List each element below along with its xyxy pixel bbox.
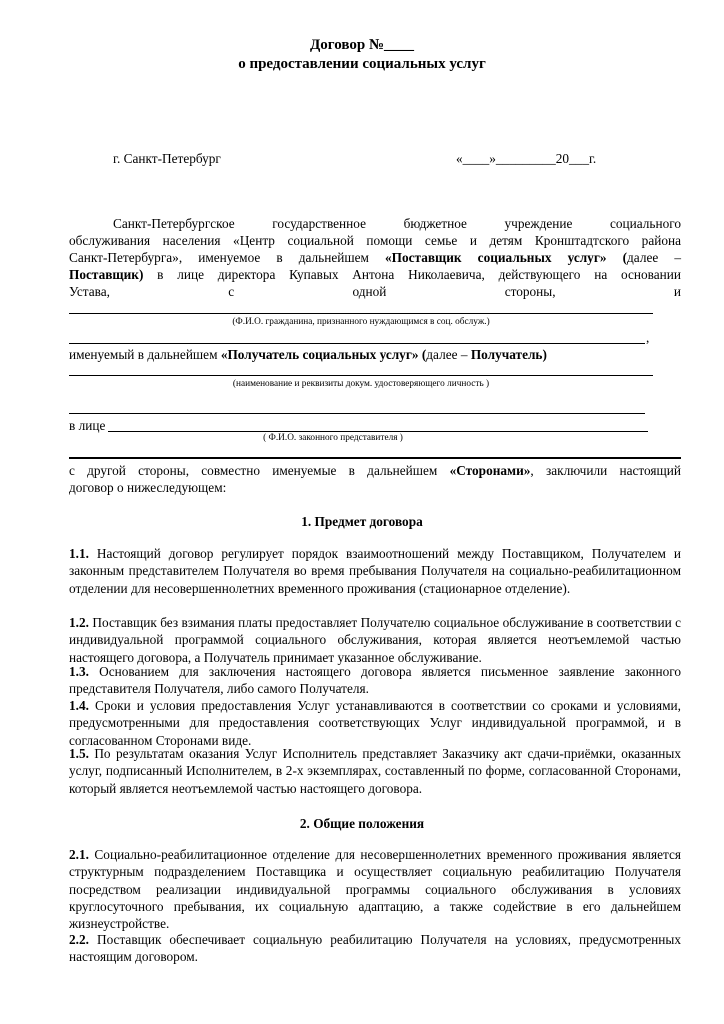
separator-line <box>69 457 681 459</box>
recipient-term: «Получатель социальных услуг» ( <box>220 347 427 362</box>
parties-text: , заключили настоящий <box>530 463 681 478</box>
section-2-heading: 2. Общие положения <box>299 816 425 831</box>
clause-number: 1.4. <box>69 698 89 713</box>
clause-1-1 <box>69 545 681 597</box>
in-person-label: в лице <box>69 418 106 433</box>
intro-text: далее – <box>627 250 681 265</box>
parties-line-2: договор о нижеследующем: <box>69 480 227 495</box>
clause-2-1 <box>69 846 681 932</box>
clause-number: 2.1. <box>69 847 89 862</box>
intro-text: в лице директора Купавых Антона Николаевича, действующего на основании <box>143 267 681 282</box>
clause-text: Поставщик обеспечивает социальную реабилитацию Получателя на условиях, предусмотренных настоящим договором. <box>69 932 681 965</box>
provider-short-term: Поставщик) <box>69 267 144 282</box>
contract-title: Договор №____ <box>309 37 415 53</box>
clause-2-2 <box>69 931 681 966</box>
representative-caption: ( Ф.И.О. законного представителя ) <box>263 433 403 443</box>
recipient-text: именуемый в дальнейшем <box>69 347 221 362</box>
document-line[interactable] <box>69 375 653 376</box>
clause-text: Настоящий договор регулирует порядок взаимоотношений между Поставщиком, Получателем и законным представителем Получателя во время пребывания Получателя на социально-реабилитационном отделении для несовершеннолетних временного проживания (стационарное отделение). <box>69 546 681 596</box>
citizen-name-line[interactable] <box>69 313 653 314</box>
intro-line-2: обслуживания населения «Центр социальной помощи семье и детям Кронштадтского района <box>69 233 681 248</box>
recipient-text: далее – <box>426 347 471 362</box>
clause-number: 2.2. <box>69 932 89 947</box>
parties-text: с другой стороны, совместно именуемые в дальнейшем <box>69 463 450 478</box>
provider-term: «Поставщик социальных услуг» ( <box>384 250 628 265</box>
clause-text: По результатам оказания Услуг Исполнитель представляет Заказчику акт сдачи-приёмки, оказанных услуг, подписанный Исполнителем, в 2-х экземплярах, составленный по форме, согласованной Сторонами, который является неотъемлемой частью настоящего договора. <box>69 746 681 796</box>
parties-term: «Сторонами» <box>449 463 531 478</box>
intro-line-5: Устава, с одной стороны, и <box>69 284 681 299</box>
intro-line-4 <box>69 266 681 283</box>
comma: , <box>646 330 650 345</box>
clause-text: Поставщик без взимания платы предоставляет Получателю социальное обслуживание в соответствии с индивидуальной программой социального обслуживания, которая является неотъемлемой частью настоящего договора, а Получатель принимает указанное обслуживание. <box>69 615 681 665</box>
clause-1-5 <box>69 745 681 797</box>
contract-date: «____»_________20___г. <box>456 151 597 166</box>
intro-line-3 <box>69 249 681 266</box>
contract-subtitle: о предоставлении социальных услуг <box>238 56 486 72</box>
citizen-name-caption: (Ф.И.О. гражданина, признанного нуждающимся в соц. обслуж.) <box>232 317 490 327</box>
representative-line[interactable] <box>108 431 648 432</box>
recipient-short-term: Получатель) <box>470 347 547 362</box>
clause-1-3 <box>69 663 681 698</box>
city: г. Санкт-Петербург <box>113 151 221 166</box>
clause-number: 1.2. <box>69 615 89 630</box>
clause-1-4 <box>69 697 681 749</box>
clause-1-2 <box>69 614 681 666</box>
section-1-heading: 1. Предмет договора <box>301 514 423 529</box>
parties-line-1 <box>69 462 681 479</box>
clause-number: 1.3. <box>69 664 89 679</box>
document-extra-line[interactable] <box>69 413 645 414</box>
intro-text: Санкт-Петербурга», именуемое в дальнейшем <box>69 250 385 265</box>
clause-number: 1.5. <box>69 746 89 761</box>
clause-text: Основанием для заключения настоящего договора является письменное заявление законного представителя Получателя, либо самого Получателя. <box>69 664 681 697</box>
clause-text: Социально-реабилитационное отделение для несовершеннолетних временного проживания является структурным подразделением Поставщика и осуществляет социальную реабилитацию Получателя посредством реализации индивидуальной программы социального обслуживания в условиях круглосуточного пребывания, их социальную адаптацию, а также содействие в его дальнейшем жизнеустройстве. <box>69 847 681 932</box>
intro-line-1: Санкт-Петербургское государственное бюджетное учреждение социального <box>113 216 681 231</box>
clause-text: Сроки и условия предоставления Услуг устанавливаются в соответствии со сроками и условиями, предусмотренными для предоставления соответствующих Услуг индивидуальной программой, и в согласованном Сторонами виде. <box>69 698 681 748</box>
citizen-extra-line[interactable] <box>69 343 645 344</box>
recipient-line <box>69 346 547 363</box>
clause-number: 1.1. <box>69 546 89 561</box>
document-caption: (наименование и реквизиты докум. удостоверяющего личность ) <box>232 379 490 389</box>
